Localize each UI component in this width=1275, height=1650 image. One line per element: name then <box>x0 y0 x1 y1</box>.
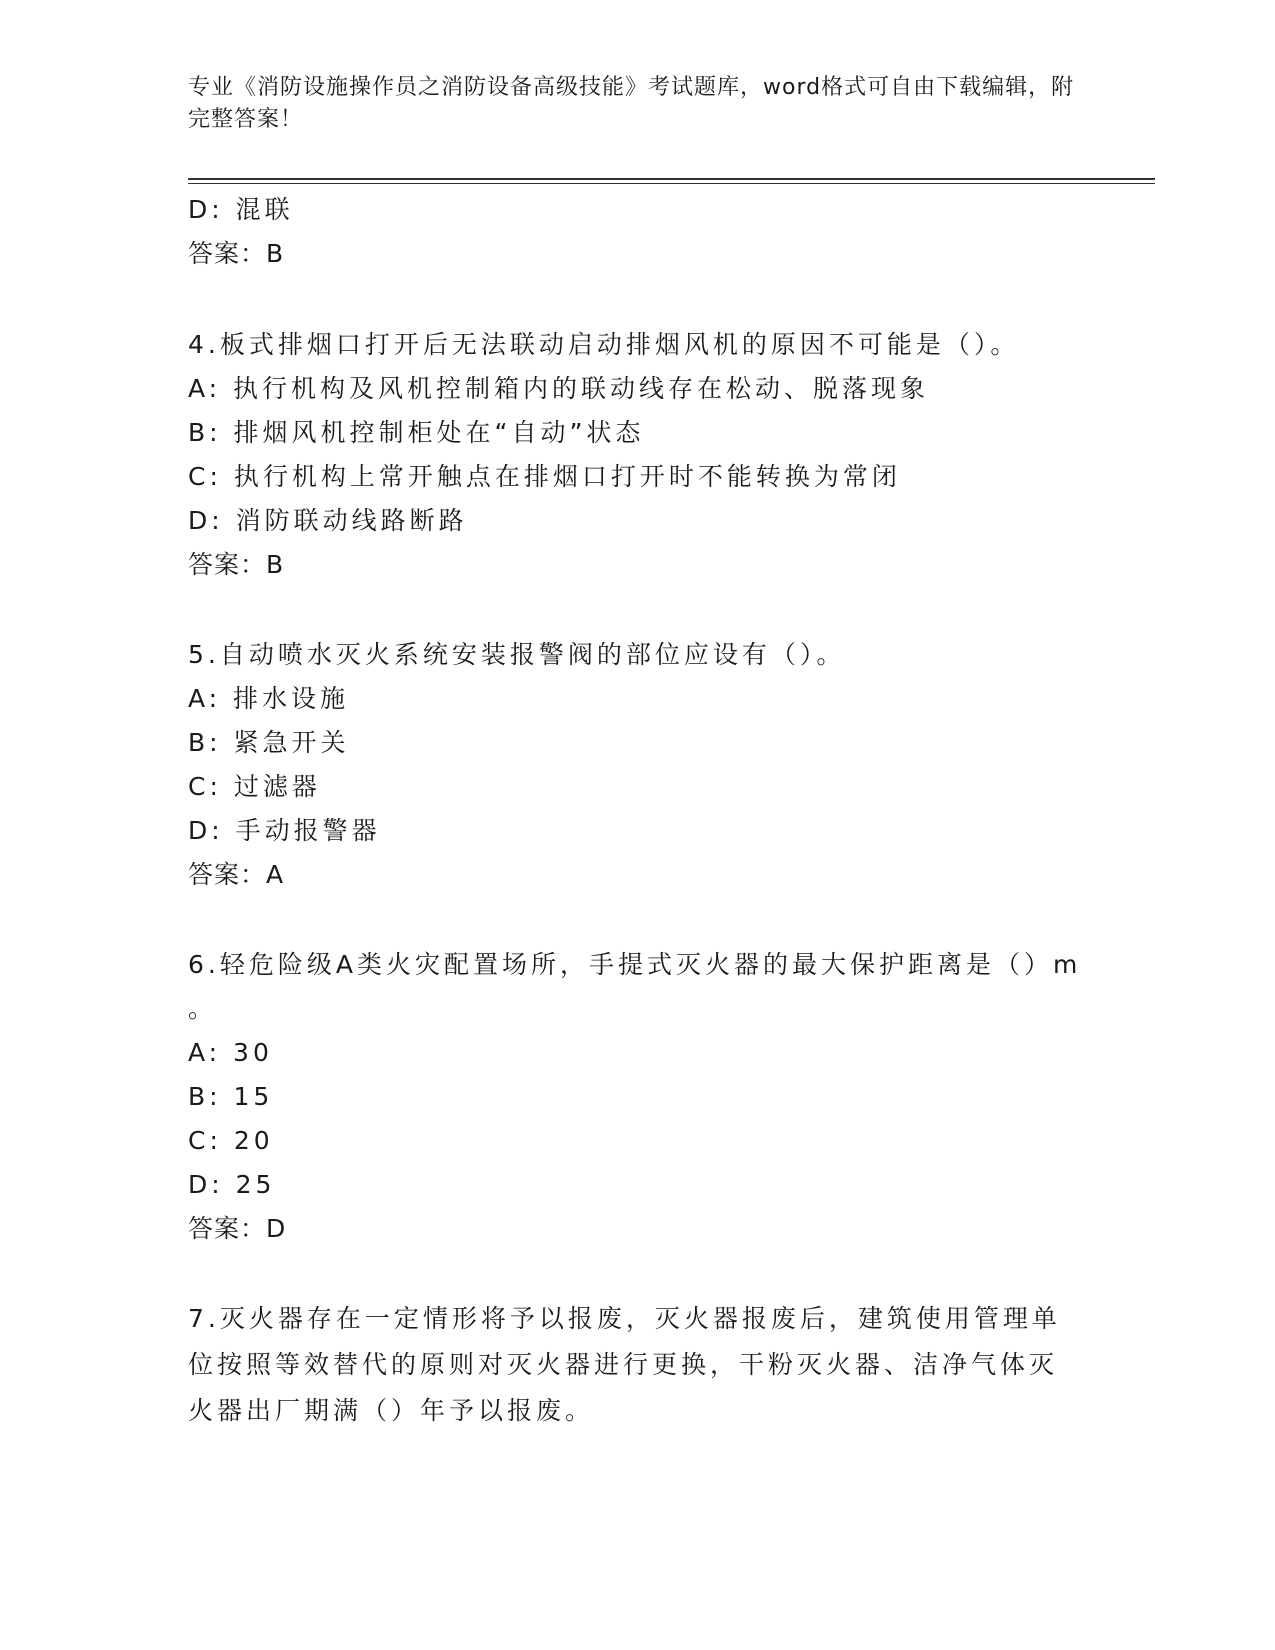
q6-answer: 答案：D <box>188 1214 287 1243</box>
q5-option-b: B: 紧急开关 <box>188 728 350 757</box>
q6-stem-line2: 。 <box>188 994 218 1023</box>
q4-answer: 答案：B <box>188 550 285 579</box>
q6-option-c: C: 20 <box>188 1126 274 1155</box>
q5-option-a: A: 排水设施 <box>188 684 350 713</box>
q6-stem-line1: 6.轻危险级A类火灾配置场所，手提式灭火器的最大保护距离是（）m <box>188 950 1082 979</box>
q4-option-b: B: 排烟风机控制柜处在“自动”状态 <box>188 418 645 447</box>
q6-option-a: A: 30 <box>188 1038 273 1067</box>
q4-option-c: C: 执行机构上常开触点在排烟口打开时不能转换为常闭 <box>188 462 901 491</box>
q5-answer: 答案：A <box>188 860 285 889</box>
prev-answer: 答案：B <box>188 239 285 268</box>
prev-option-d: D: 混联 <box>188 195 294 224</box>
q5-stem: 5.自动喷水灭火系统安装报警阀的部位应设有（）。 <box>188 640 846 669</box>
header-rule-thin <box>188 183 1155 184</box>
document-header: 专业《消防设施操作员之消防设备高级技能》考试题库，word格式可自由下载编辑，附完整答案！ <box>188 75 1075 132</box>
q6-option-b: B: 15 <box>188 1082 274 1111</box>
header-rule-thick <box>188 178 1155 180</box>
q5-option-c: C: 过滤器 <box>188 772 321 801</box>
q4-option-a: A: 执行机构及风机控制箱内的联动线存在松动、脱落现象 <box>188 374 930 403</box>
q5-option-d: D: 手动报警器 <box>188 816 381 845</box>
q4-option-d: D: 消防联动线路断路 <box>188 506 468 535</box>
q4-stem: 4.板式排烟口打开后无法联动启动排烟风机的原因不可能是（）。 <box>188 330 1020 359</box>
q7-stem: 7.灭火器存在一定情形将予以报废，灭火器报废后，建筑使用管理单位按照等效替代的原则对灭火器进行更换，干粉灭火器、洁净气体灭火器出厂期满（）年予以报废。 <box>188 1304 1061 1425</box>
q6-option-d: D: 25 <box>188 1170 276 1199</box>
